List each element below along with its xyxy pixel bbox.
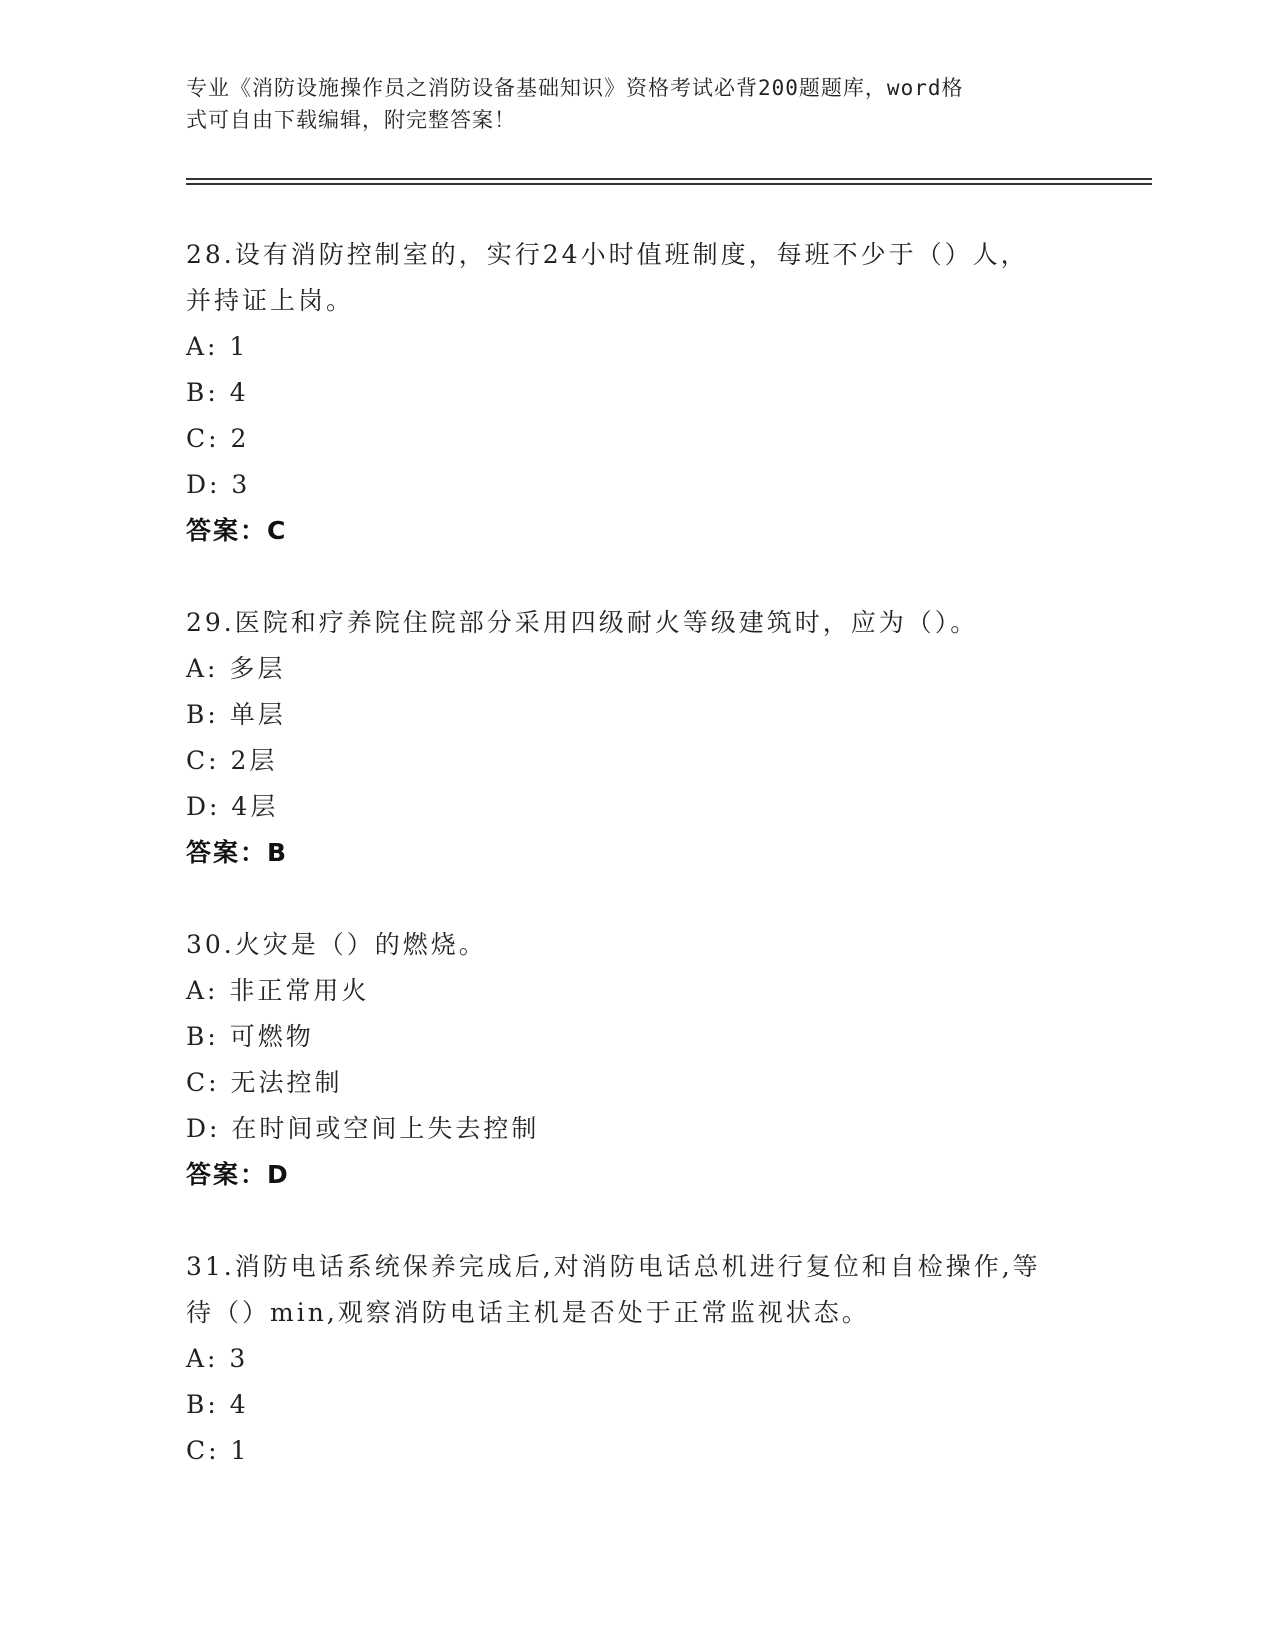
option-a: A: 3 — [186, 1344, 249, 1373]
question-text: 28.设有消防控制室的，实行24小时值班制度，每班不少于（）人， — [186, 240, 1029, 269]
answer-line: 答案：D — [186, 1160, 290, 1189]
option-c: C: 1 — [186, 1436, 250, 1465]
option-c: C: 2层 — [186, 746, 278, 775]
answer-line: 答案：C — [186, 516, 288, 545]
question-text-continued: 待（）min,观察消防电话主机是否处于正常监视状态。 — [186, 1298, 870, 1327]
question-text-continued: 并持证上岗。 — [186, 286, 355, 315]
option-a: A: 非正常用火 — [186, 976, 370, 1005]
option-a: A: 1 — [186, 332, 249, 361]
option-b: B: 单层 — [186, 700, 286, 729]
option-d: D: 4层 — [186, 792, 279, 821]
question-29 — [186, 600, 1086, 876]
question-30 — [186, 922, 1086, 1198]
document-header — [186, 72, 1066, 136]
header-line-2: 式可自由下载编辑，附完整答案！ — [186, 108, 516, 132]
question-text: 29.医院和疗养院住院部分采用四级耐火等级建筑时，应为（）。 — [186, 608, 979, 637]
option-d: D: 3 — [186, 470, 251, 499]
option-c: C: 无法控制 — [186, 1068, 343, 1097]
answer-line: 答案：B — [186, 838, 289, 867]
option-b: B: 可燃物 — [186, 1022, 314, 1051]
header-divider-bottom — [186, 183, 1152, 185]
option-b: B: 4 — [186, 1390, 249, 1419]
option-d: D: 在时间或空间上失去控制 — [186, 1114, 540, 1143]
question-31 — [186, 1244, 1086, 1474]
header-divider-top — [186, 178, 1152, 180]
question-list — [186, 232, 1086, 1520]
option-a: A: 多层 — [186, 654, 286, 683]
question-text: 31.消防电话系统保养完成后,对消防电话总机进行复位和自检操作,等 — [186, 1252, 1041, 1281]
question-28 — [186, 232, 1086, 554]
question-text: 30.火灾是（）的燃烧。 — [186, 930, 487, 959]
header-line-1: 专业《消防设施操作员之消防设备基础知识》资格考试必背200题题库，word格 — [186, 76, 964, 100]
option-c: C: 2 — [186, 424, 250, 453]
option-b: B: 4 — [186, 378, 249, 407]
